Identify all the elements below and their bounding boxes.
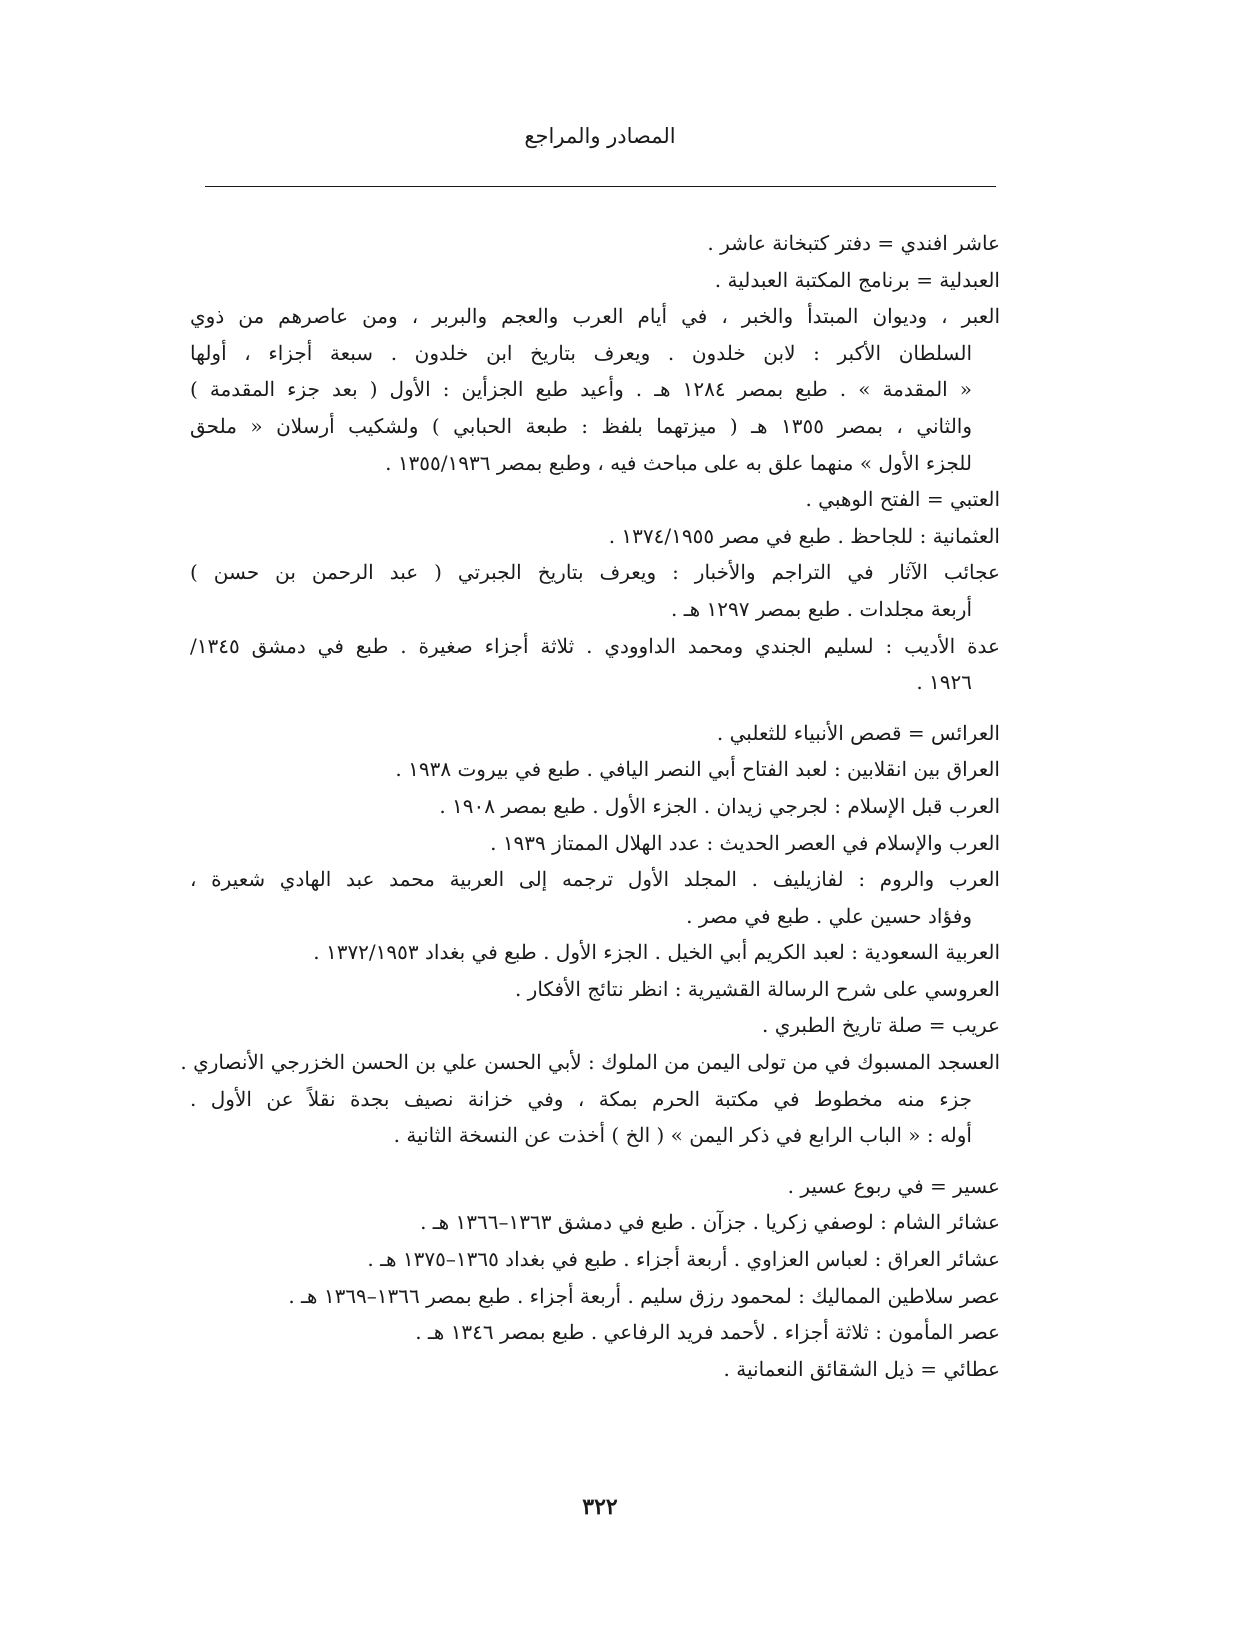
bibliography-entry [190, 554, 1000, 627]
entry-line: جزء منه مخطوط في مكتبة الحرم بمكة ، وفي خزانة نصيف بجدة نقلاً عن الأول . [190, 1086, 972, 1111]
bibliography-entry [190, 825, 1000, 862]
entry-line: عاشر افندي = دفتر كتبخانة عاشر . [707, 231, 1000, 255]
bibliography-entry [190, 1351, 1000, 1388]
entry-line: أربعة مجلدات . طبع بمصر ١٢٩٧ هـ . [671, 596, 972, 621]
bibliography-entry [190, 861, 1000, 934]
entry-line: وفؤاد حسين علي . طبع في مصر . [686, 903, 972, 928]
bibliography-entry [190, 1241, 1000, 1278]
bibliography-entry [190, 1168, 1000, 1205]
entry-line: عسير = في ربوع عسير . [787, 1173, 1000, 1198]
bibliography-entry [190, 1314, 1000, 1351]
entry-line: العبدلية = برنامج المكتبة العبدلية . [714, 267, 1000, 292]
entry-gap [190, 701, 1000, 715]
entry-line: « المقدمة » . طبع بمصر ١٢٨٤ هـ . وأعيد طبع الجزأين : الأول ( بعد جزء المقدمة ) [190, 377, 972, 402]
entry-line: عدة الأديب : لسليم الجندي ومحمد الداوودي . ثلاثة أجزاء صغيرة . طبع في دمشق ١٣٤٥/ [190, 633, 1000, 658]
bibliography-entry [190, 1007, 1000, 1044]
entry-line: العثمانية : للجاحظ . طبع في مصر ١٣٧٤/١٩٥٥ . [608, 523, 1000, 548]
entry-line: العروسي على شرح الرسالة القشيرية : انظر نتائج الأفكار . [514, 976, 1000, 1001]
bibliography-entry [190, 971, 1000, 1008]
bibliography-entry [190, 715, 1000, 752]
entry-line: عطائي = ذيل الشقائق النعمانية . [723, 1356, 1000, 1381]
entry-line: عشائر الشام : لوصفي زكريا . جزآن . طبع في دمشق ١٣٦٣–١٣٦٦ هـ . [420, 1210, 1000, 1235]
entry-line: والثاني ، بمصر ١٣٥٥ هـ ( ميزتهما بلفظ : طبعة الحبابي ) ولشكيب أرسلان « ملحق [190, 413, 972, 438]
bibliography-entry [190, 751, 1000, 788]
bibliography-body [180, 225, 1000, 1387]
entry-line: للجزء الأول » منهما علق به على مباحث فيه ، وطبع بمصر ١٣٥٥/١٩٣٦ . [385, 450, 972, 475]
bibliography-entry [190, 1204, 1000, 1241]
entry-gap [190, 1154, 1000, 1168]
entry-line: ١٩٢٦ . [916, 670, 972, 695]
entry-line: عصر المأمون : ثلاثة أجزاء . لأحمد فريد الرفاعي . طبع بمصر ١٣٤٦ هـ . [415, 1320, 1000, 1345]
entry-line: العتبي = الفتح الوهبي . [805, 487, 1000, 512]
bibliography-entry [190, 1278, 1000, 1315]
bibliography-entry [190, 788, 1000, 825]
page-number: ٣٢٢ [582, 1494, 618, 1520]
entry-line: العرائس = قصص الأنبياء للثعلبي . [716, 720, 1000, 745]
entry-line: العرب والروم : لفازيليف . المجلد الأول ترجمه إلى العربية محمد عبد الهادي شعيرة ، [190, 867, 1000, 892]
bibliography-entry [190, 481, 1000, 518]
entry-line: السلطان الأكبر : لابن خلدون . ويعرف بتاريخ ابن خلدون . سبعة أجزاء ، أولها [190, 340, 972, 365]
entry-line: عشائر العراق : لعباس العزاوي . أربعة أجزاء . طبع في بغداد ١٣٦٥–١٣٧٥ هـ . [367, 1247, 1000, 1272]
bibliography-entry [180, 1044, 1000, 1154]
bibliography-entry [190, 298, 1000, 481]
bibliography-entry [190, 934, 1000, 971]
bibliography-entry [190, 262, 1000, 299]
entry-line: العربية السعودية : لعبد الكريم أبي الخيل . الجزء الأول . طبع في بغداد ١٣٧٢/١٩٥٣ . [313, 940, 1000, 965]
bibliography-entry [190, 225, 1000, 262]
entry-line: عريب = صلة تاريخ الطبري . [762, 1013, 1000, 1038]
bibliography-entry [190, 518, 1000, 555]
entry-line: العبر ، وديوان المبتدأ والخبر ، في أيام العرب والعجم والبربر ، ومن عاصرهم من ذوي [190, 304, 1000, 329]
bibliography-entry [190, 628, 1000, 701]
entry-line: عجائب الآثار في التراجم والأخبار : ويعرف بتاريخ الجبرتي ( عبد الرحمن بن حسن ) [190, 560, 1000, 585]
entry-line: عصر سلاطين المماليك : لمحمود رزق سليم . أربعة أجزاء . طبع بمصر ١٣٦٦–١٣٦٩ هـ . [288, 1283, 1000, 1308]
entry-line: العرب قبل الإسلام : لجرجي زيدان . الجزء الأول . طبع بمصر ١٩٠٨ . [439, 793, 1000, 818]
entry-line: العسجد المسبوك في من تولى اليمن من الملوك : لأبي الحسن علي بن الحسن الخزرجي الأنصاري . [180, 1050, 1000, 1075]
running-header: المصادر والمراجع [524, 124, 676, 148]
entry-line: العرب والإسلام في العصر الحديث : عدد الهلال الممتاز ١٩٣٩ . [490, 830, 1000, 855]
entry-line: العراق بين انقلابين : لعبد الفتاح أبي النصر اليافي . طبع في بيروت ١٩٣٨ . [395, 757, 1000, 782]
header-rule [205, 186, 996, 187]
entry-line: أوله : « الباب الرابع في ذكر اليمن » ( الخ ) أخذت عن النسخة الثانية . [393, 1123, 972, 1148]
